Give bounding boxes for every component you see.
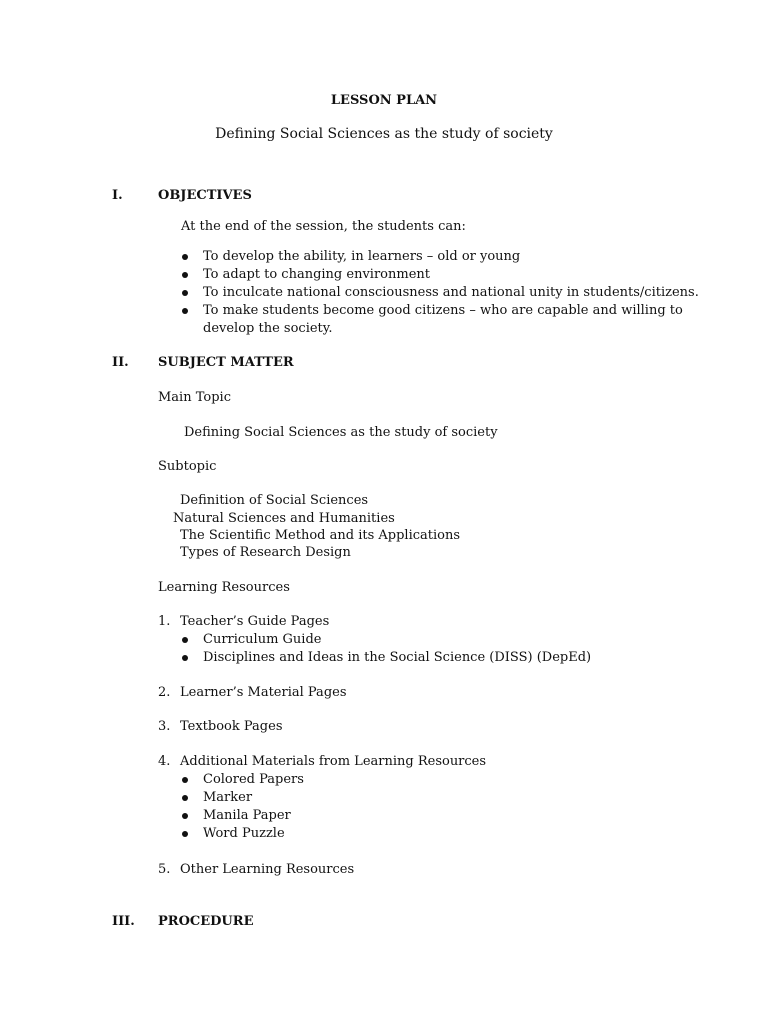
resource-subitem: Curriculum Guide — [203, 632, 322, 647]
resource-number: 4. — [158, 754, 171, 769]
bullet-icon — [182, 308, 188, 314]
resource-number: 3. — [158, 719, 171, 734]
bullet-icon — [182, 655, 188, 661]
resource-item: Textbook Pages — [180, 719, 283, 734]
objective-item: To inculcate national consciousness and national unity in students/citizens. — [203, 285, 699, 300]
resource-item: Teacher’s Guide Pages — [180, 614, 330, 629]
section-numeral-procedure: III. — [112, 914, 135, 929]
subtopic-item: Natural Sciences and Humanities — [173, 511, 395, 526]
objective-item-continuation: develop the society. — [203, 321, 333, 336]
objectives-intro: At the end of the session, the students can: — [181, 219, 466, 234]
resource-subitem: Manila Paper — [203, 808, 291, 823]
main-topic-label: Main Topic — [158, 390, 231, 405]
resource-item: Additional Materials from Learning Resources — [180, 754, 487, 769]
bullet-icon — [182, 254, 188, 260]
section-heading-objectives: OBJECTIVES — [158, 188, 252, 203]
subtopic-label: Subtopic — [158, 459, 217, 474]
learning-resources-label: Learning Resources — [158, 580, 290, 595]
bullet-icon — [182, 795, 188, 801]
objective-item: To develop the ability, in learners – old or young — [203, 249, 521, 264]
bullet-icon — [182, 777, 188, 783]
subtopic-item: Types of Research Design — [180, 545, 351, 560]
resource-subitem: Disciplines and Ideas in the Social Science (DISS) (DepEd) — [203, 650, 592, 665]
resource-item: Learner’s Material Pages — [180, 685, 347, 700]
objective-item: To make students become good citizens – who are capable and willing to — [203, 303, 683, 318]
section-numeral-subject-matter: II. — [112, 355, 129, 370]
bullet-icon — [182, 637, 188, 643]
resource-subitem: Word Puzzle — [203, 826, 285, 841]
bullet-icon — [182, 272, 188, 278]
bullet-icon — [182, 831, 188, 837]
bullet-icon — [182, 290, 188, 296]
resource-number: 5. — [158, 862, 171, 877]
objective-item: To adapt to changing environment — [203, 267, 430, 282]
section-numeral-objectives: I. — [112, 188, 123, 203]
resource-subitem: Colored Papers — [203, 772, 304, 787]
subtopic-item: Definition of Social Sciences — [180, 493, 369, 508]
main-topic-value: Defining Social Sciences as the study of society — [184, 425, 498, 440]
resource-item: Other Learning Resources — [180, 862, 355, 877]
bullet-icon — [182, 813, 188, 819]
document-title: LESSON PLAN — [330, 93, 438, 108]
resource-number: 1. — [158, 614, 171, 629]
document-subtitle: Defining Social Sciences as the study of society — [215, 126, 553, 142]
section-heading-procedure: PROCEDURE — [158, 914, 254, 929]
section-heading-subject-matter: SUBJECT MATTER — [158, 355, 294, 370]
resource-number: 2. — [158, 685, 171, 700]
resource-subitem: Marker — [203, 790, 253, 805]
subtopic-item: The Scientific Method and its Applications — [180, 528, 461, 543]
